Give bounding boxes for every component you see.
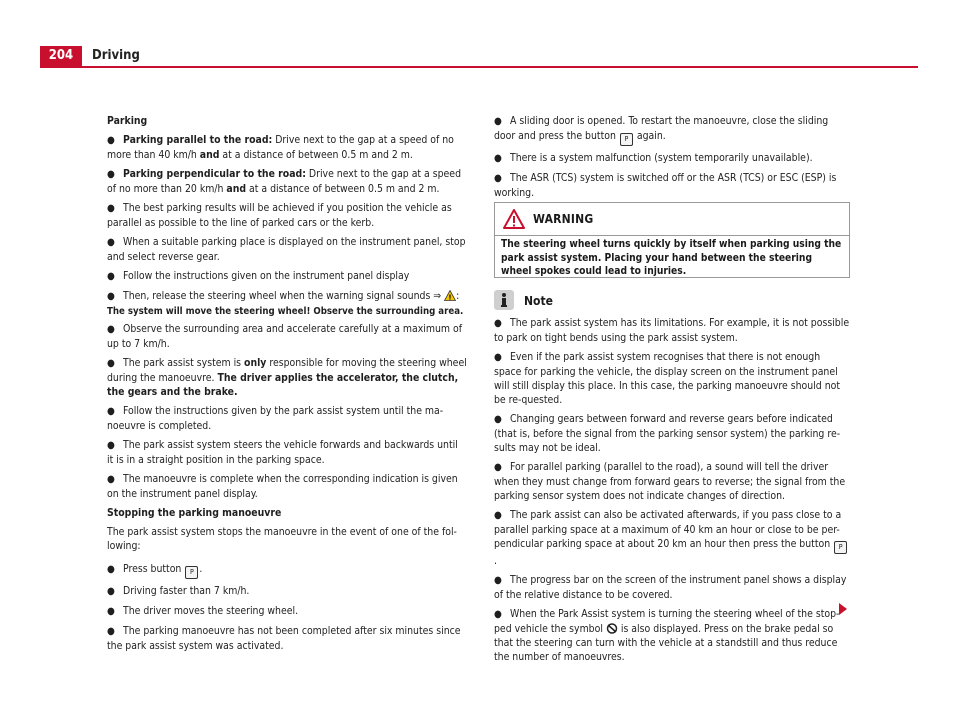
park-assist-button-icon: P <box>620 133 633 146</box>
right-column <box>494 114 850 205</box>
list-item: ● The park assist system steers the vehicle forwards and backwards until it is in a straight position in the parking space. <box>107 439 458 466</box>
left-column <box>107 114 467 658</box>
steering-wheel-icon <box>606 623 618 634</box>
note-title: Note <box>524 294 553 308</box>
svg-text:!: ! <box>448 293 452 301</box>
list-item: ● The park assist system has its limitations. For example, it is not possible to park on tight bends using the park assist system. <box>494 317 850 344</box>
list-item: ● There is a system malfunction (system temporarily unavailable). <box>494 152 813 164</box>
warning-box <box>494 202 850 278</box>
warning-text: The steering wheel turns quickly by itself when parking using the park assist system. Placing your hand between the steering wheel spokes could lead to injuries. <box>501 239 842 277</box>
warning-header <box>495 203 849 236</box>
list-item: ● The manoeuvre is complete when the corresponding indication is given on the instrument panel display. <box>107 473 458 500</box>
warning-triangle-icon <box>503 209 525 229</box>
list-item: ● The parking manoeuvre has not been completed after six minutes since the park assist system was activated. <box>107 625 461 652</box>
stopping-heading: Stopping the parking manoeuvre <box>107 507 282 519</box>
warning-triangle-icon <box>444 290 456 301</box>
list-item: ● Press button P . <box>107 562 467 579</box>
warning-title: WARNING <box>533 212 594 226</box>
park-assist-button-icon: P <box>185 566 198 579</box>
continue-arrow-icon <box>839 603 847 615</box>
list-item: ● Parking perpendicular to the road: Drive next to the gap at a speed of no more than 20 km/h and at a distance of between 0.5 m and 2 m. <box>107 168 462 195</box>
list-item: ● Then, release the steering wheel when the warning signal sounds ⇒ ! : The system will move the steering wheel! Observe the surrounding area. <box>107 290 464 317</box>
list-item: ● Follow the instructions given on the instrument panel display <box>107 270 410 282</box>
list-item: ● Even if the park assist system recognises that there is not enough space for parking the vehicle, the display screen on the instrument panel will still display this place. In this case, the parking manoeuvre should not be re-quested. <box>494 351 841 406</box>
list-item: ● When the Park Assist system is turning the steering wheel of the stop-ped vehicle the symbol is also displayed. Press on the brake pedal so that the steering can turn with the vehicle at a standstill and thus reduce the number of manoeuvres. <box>494 608 840 663</box>
list-item: ● The progress bar on the screen of the instrument panel shows a display of the relative distance to be covered. <box>494 574 847 601</box>
list-item: ● The best parking results will be achieved if you position the vehicle as parallel as possible to the line of parked cars or the kerb. <box>107 202 452 229</box>
list-item: ● Changing gears between forward and reverse gears before indicated (that is, before the signal from the parking sensor system) the parking re-sults may not be ideal. <box>494 413 841 454</box>
list-item: ● Observe the surrounding area and accelerate carefully at a maximum of up to 7 km/h. <box>107 323 463 350</box>
parking-heading: Parking <box>107 115 148 127</box>
section-title: Driving <box>92 48 140 63</box>
list-item: ● The park assist system is only responsible for moving the steering wheel during the manoeuvre. The driver applies the accelerator, the clutch, the gears and the brake. <box>107 357 467 398</box>
park-assist-button-icon: P <box>834 541 847 554</box>
list-item: ● The park assist can also be activated afterwards, if you pass close to a parallel parking space at a maximum of 40 km an hour or close to be per-pendicular parking space at about 20 km an hour then press the button P. <box>494 508 850 568</box>
list-item: ● The ASR (TCS) system is switched off or the ASR (TCS) or ESC (ESP) is working. <box>494 172 837 199</box>
note-column <box>494 316 850 669</box>
list-item: ● Parking parallel to the road: Drive next to the gap at a speed of no more than 40 km/h and at a distance of between 0.5 m and 2 m. <box>107 134 454 161</box>
list-item: ● Follow the instructions given by the park assist system until the ma-noeuvre is completed. <box>107 405 444 432</box>
list-item: ● A sliding door is opened. To restart the manoeuvre, close the sliding door and press the button P again. <box>494 114 850 146</box>
list-item: ● Driving faster than 7 km/h. <box>107 585 250 597</box>
paragraph: The park assist system stops the manoeuvre in the event of one of the fol-lowing: <box>107 526 457 552</box>
list-item: ● For parallel parking (parallel to the road), a sound will tell the driver when they must change from forward gears to reverse; the signal from the parking sensor system does not indicate changes of direction. <box>494 461 846 502</box>
list-item: ● The driver moves the steering wheel. <box>107 605 299 617</box>
header-rule <box>40 66 918 68</box>
list-item: ● When a suitable parking place is displayed on the instrument panel, stop and select reverse gear. <box>107 236 466 263</box>
info-icon <box>494 290 514 310</box>
page-number: 204 <box>40 46 82 66</box>
